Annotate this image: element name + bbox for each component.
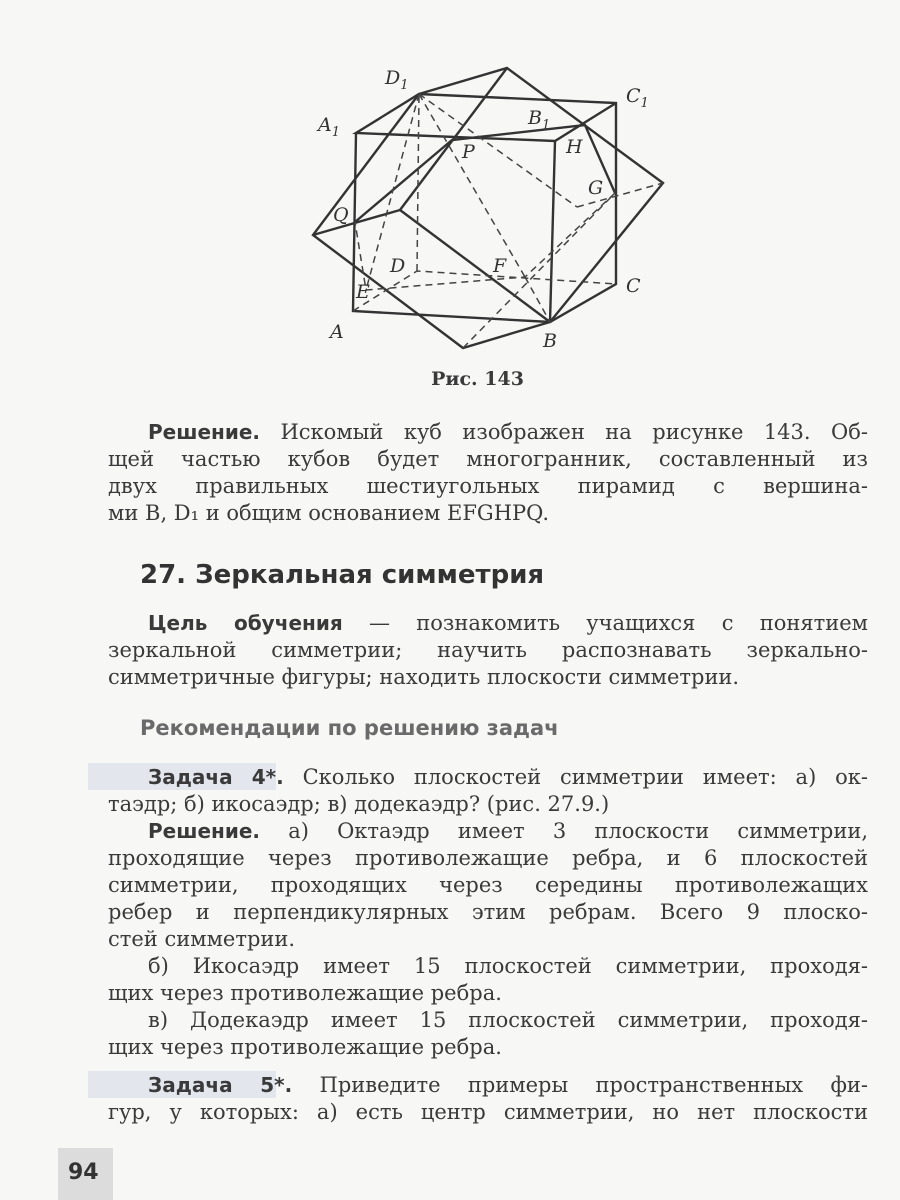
svg-text:D1: $D_1$: [385, 67, 409, 93]
svg-text:H: H: [566, 136, 583, 158]
task4-b-line: б) Икосаэдр имеет 15 плоскостей симметрии, проходя-: [148, 954, 868, 978]
svg-text:G: G: [588, 177, 604, 199]
figure-143-cubes: [0, 0, 900, 400]
task4-label: Задача 4*.: [148, 765, 284, 789]
figure-caption: Рис. 143: [431, 368, 524, 390]
task4-solution-label: Решение.: [148, 819, 261, 843]
text: Сколько плоскостей симметрии имеет: а) ок-: [283, 765, 869, 789]
section-subtitle: Рекомендации по решению задач: [140, 716, 559, 740]
page-number: 94: [68, 1160, 99, 1185]
section-title: 27. Зеркальная симметрия: [140, 560, 545, 590]
svg-text:A1: $A_1$: [318, 114, 341, 140]
text: Приведите примеры пространственных фи-: [292, 1073, 868, 1097]
task4-solution-line: проходящие через противолежащие ребра, и 6 плоскостей: [108, 846, 868, 870]
cube-abcd-solid-edges: [313, 68, 663, 348]
svg-text:B1: $B_1$: [528, 107, 551, 133]
svg-text:C1: $C_1$: [626, 85, 649, 111]
task4-solution-line: стей симметрии.: [108, 927, 296, 951]
svg-text:B: B: [543, 330, 557, 352]
task5-label: Задача 5*.: [148, 1073, 293, 1097]
goal-line: симметричные фигуры; находить плоскости симметрии.: [108, 665, 740, 689]
task4-c-line: в) Додекаэдр имеет 15 плоскостей симметрии, проходя-: [148, 1008, 868, 1032]
task4-line: таэдр; б) икосаэдр; в) додекаэдр? (рис. 27.9.): [108, 792, 610, 816]
svg-text:P: P: [462, 141, 475, 163]
task4-solution-line: [148, 818, 868, 845]
solution-label: Решение.: [148, 420, 261, 444]
solution-line: ми B, D₁ и общим основанием EFGHPQ.: [108, 501, 549, 525]
goal-line: [148, 610, 868, 637]
svg-text:C: C: [626, 275, 641, 297]
task4-b-line: щих через противолежащие ребра.: [108, 981, 502, 1005]
text: а) Октаэдр имеет 3 плоскости симметрии,: [260, 819, 868, 843]
task4-c-line: щих через противолежащие ребра.: [108, 1035, 502, 1059]
text: Искомый куб изображен на рисунке 143. Об-: [260, 420, 868, 444]
svg-text:Q: Q: [333, 204, 349, 226]
goal-line: зеркальной симметрии; научить распознавать зеркально-: [108, 638, 868, 662]
task4-solution-line: ребер и перпендикулярных этим ребрам. Всего 9 плоско-: [108, 900, 868, 924]
solution-line: двух правильных шестиугольных пирамид с вершина-: [108, 474, 868, 498]
solution-line: щей частью кубов будет многогранник, составленный из: [108, 447, 868, 471]
text: — познакомить учащихся с понятием: [342, 611, 869, 635]
svg-text:F: F: [493, 255, 507, 277]
goal-label: Цель обучения: [148, 611, 343, 635]
task4-line: [148, 764, 868, 791]
task4-solution-line: симметрии, проходящих через середины противолежащих: [108, 873, 868, 897]
solution-line: [148, 419, 868, 446]
svg-text:E: E: [356, 281, 370, 303]
task5-line: гур, у которых: а) есть центр симметрии, но нет плоскости: [108, 1100, 868, 1124]
svg-text:A: A: [330, 321, 344, 343]
svg-text:D: D: [390, 255, 406, 277]
task5-line: [148, 1072, 868, 1099]
